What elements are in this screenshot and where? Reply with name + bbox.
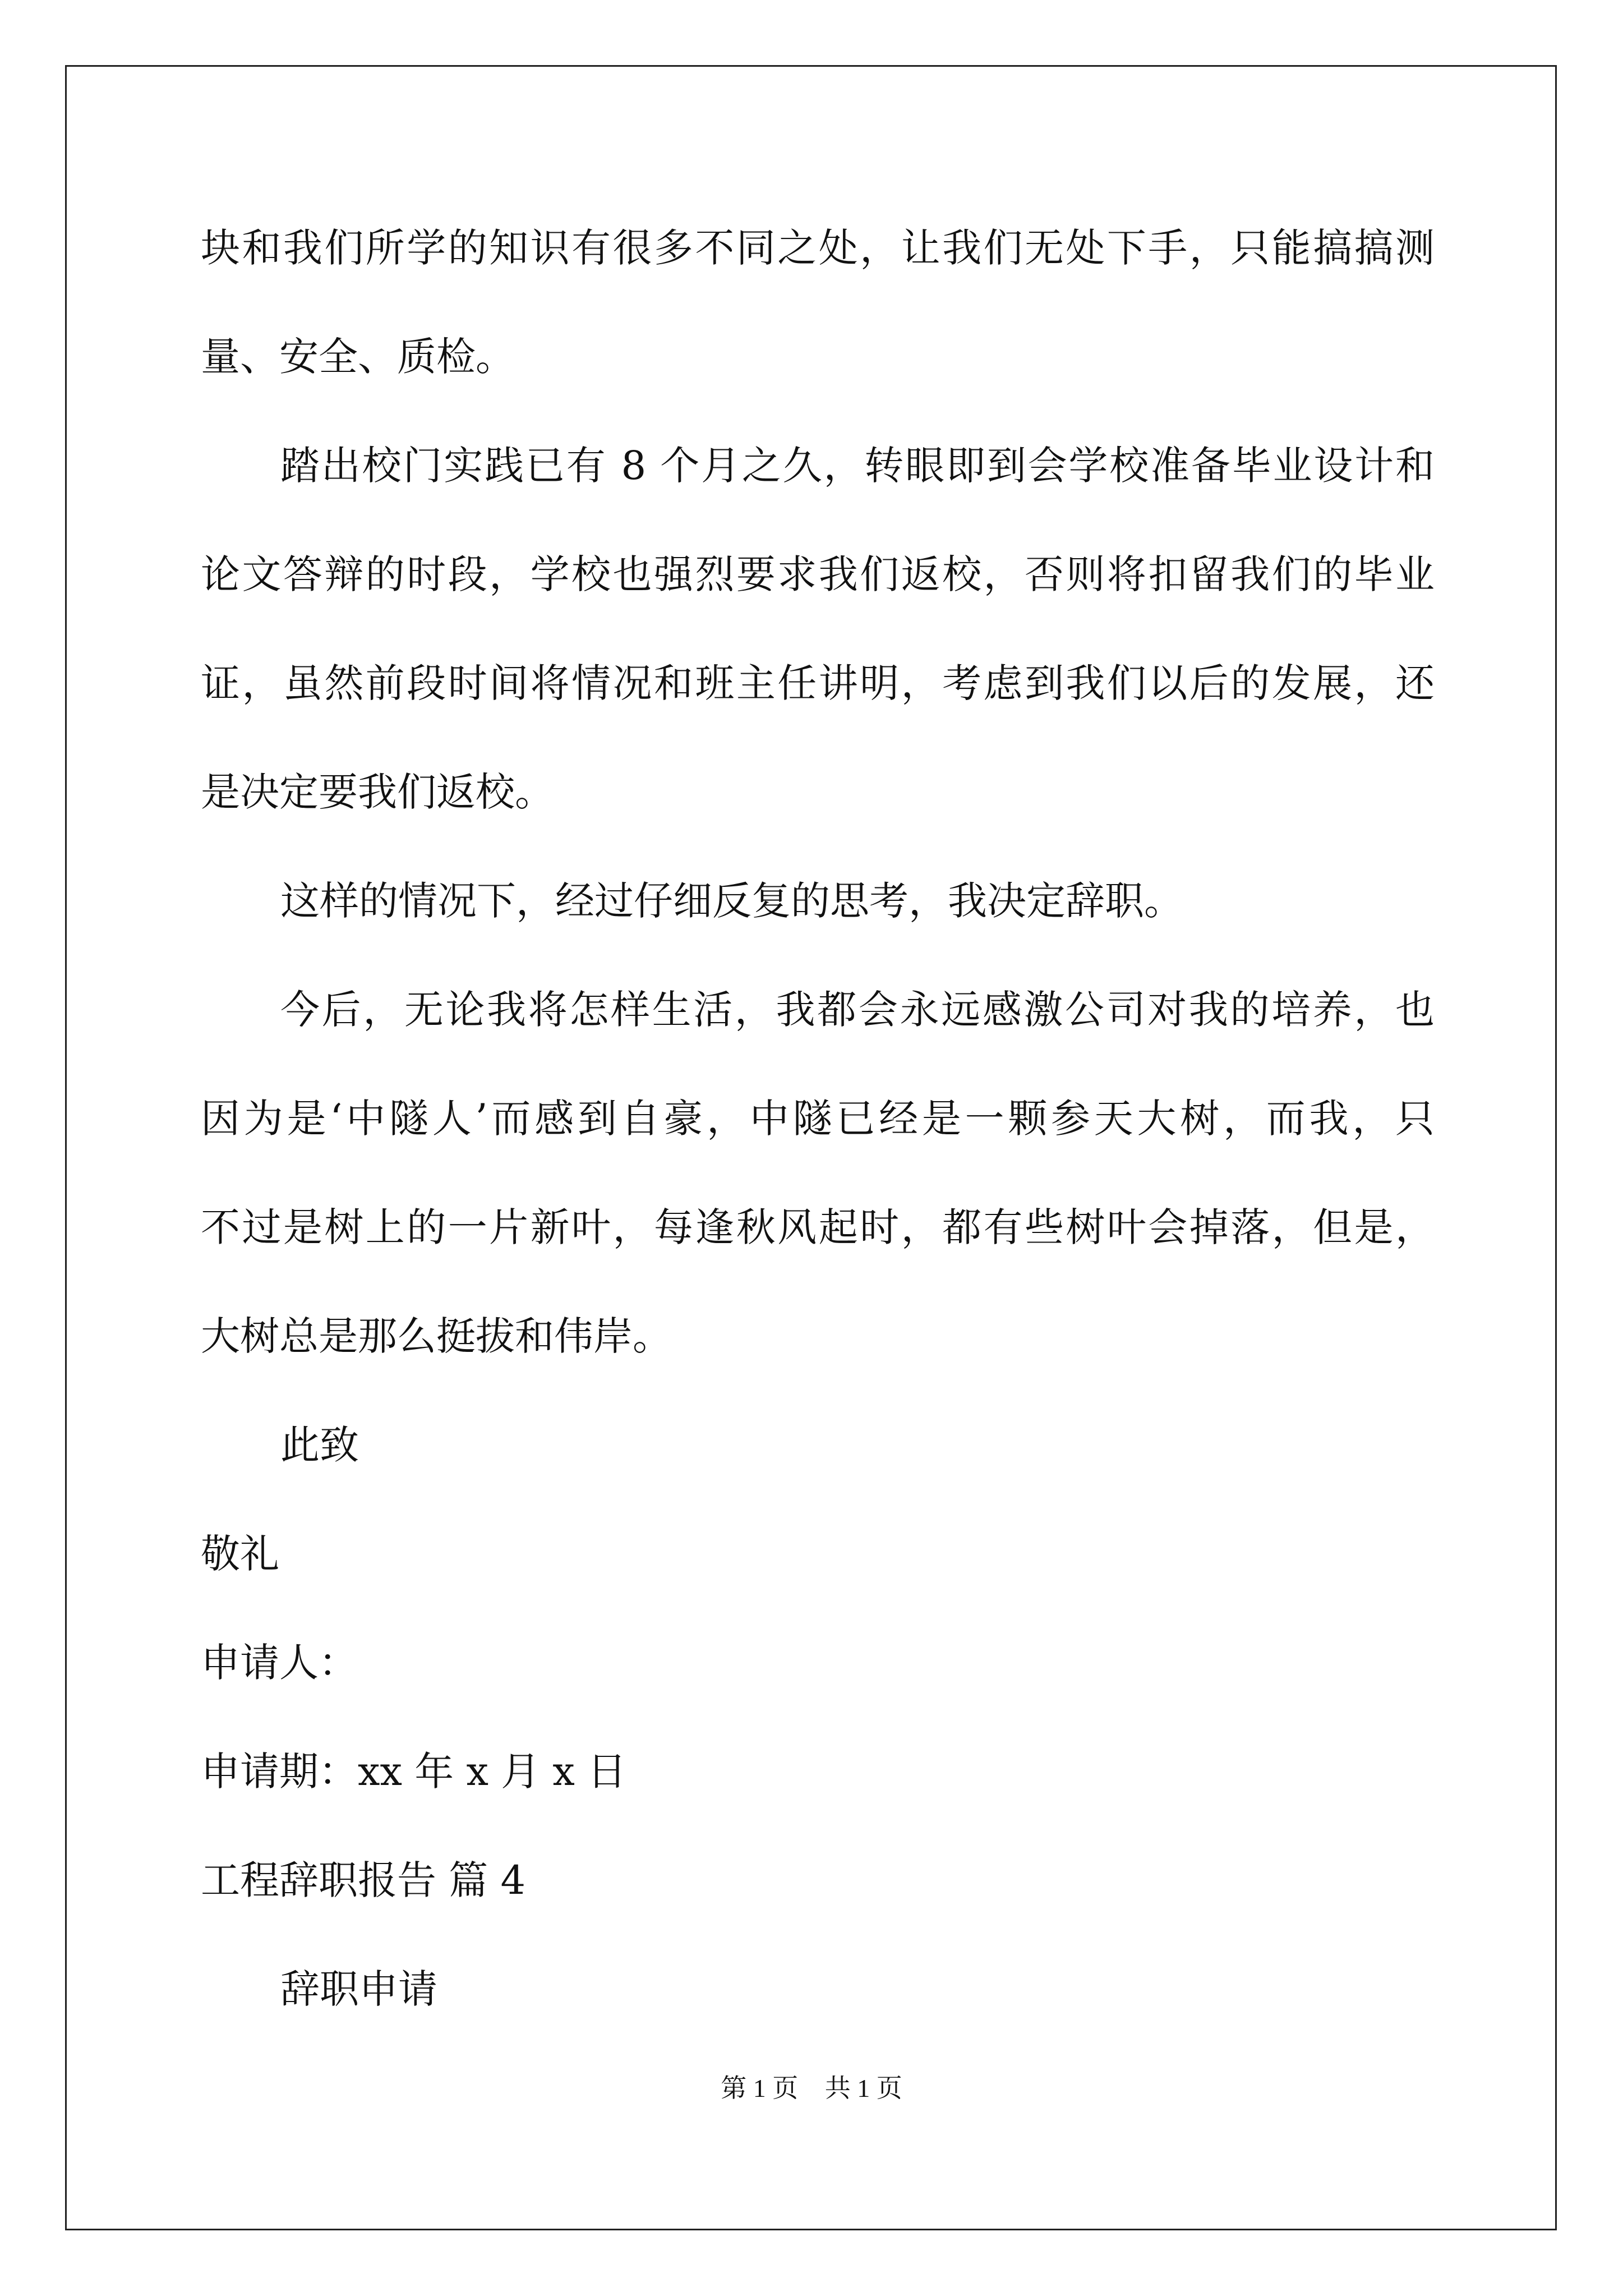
page-number: 第 1 页	[721, 2074, 799, 2102]
body-line-9: 因为是‘中隧人’而感到自豪，中隧已经是一颗参天大树，而我，只	[201, 1096, 1435, 1142]
body-line-5: 证，虽然前段时间将情况和班主任讲明，考虑到我们以后的发展，还	[201, 660, 1435, 706]
paragraph-line-3: 踏出校门实践已有 8 个月之久，转眼即到会学校准备毕业设计和	[280, 443, 1435, 489]
section-heading: 工程辞职报告 篇 4	[201, 1857, 526, 1903]
closing-regards: 敬礼	[201, 1531, 279, 1577]
page-footer	[0, 2072, 1623, 2105]
page-total: 共 1 页	[824, 2074, 902, 2102]
body-line-2: 量、安全、质检。	[201, 334, 515, 380]
body-line-6: 是决定要我们返校。	[201, 769, 554, 815]
closing-salutation: 此致	[280, 1422, 359, 1468]
paragraph-line-8: 今后，无论我将怎样生活，我都会永远感激公司对我的培养，也	[280, 987, 1435, 1033]
paragraph-line-7: 这样的情况下，经过仔细反复的思考，我决定辞职。	[280, 878, 1183, 924]
section-subheading: 辞职申请	[280, 1966, 437, 2012]
body-line-4: 论文答辩的时段，学校也强烈要求我们返校，否则将扣留我们的毕业	[201, 551, 1435, 597]
body-line-1: 块和我们所学的知识有很多不同之处，让我们无处下手，只能搞搞测	[201, 225, 1435, 271]
page-frame	[65, 65, 1557, 2230]
applicant-label: 申请人：	[201, 1640, 358, 1686]
application-date: 申请期：xx 年 x 月 x 日	[201, 1749, 627, 1795]
body-line-11: 大树总是那么挺拔和伟岸。	[201, 1313, 672, 1359]
body-line-10: 不过是树上的一片新叶，每逢秋风起时，都有些树叶会掉落，但是，	[201, 1204, 1435, 1250]
